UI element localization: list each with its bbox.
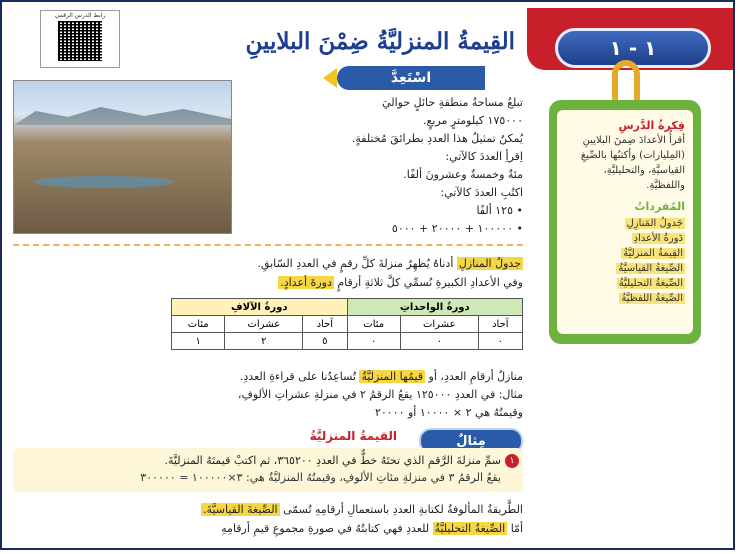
ready-section-tag: اسْتَعِدَّ — [337, 66, 485, 90]
lesson-info-inner — [557, 110, 693, 334]
place-value-paragraph: جدولُ المنازلِ أدناهُ يُظهِرُ منزلةَ كلِّ رقمٍ في العددِ السّابقِ. وفي الأعدادِ الكبيرةِ نُسمِّي كلَّ ثلاثةِ أرقامٍ دورةَ أعدادٍ. — [257, 257, 523, 289]
table-cell: ٠ — [347, 333, 400, 350]
term-place-value: قيمُها المنزليَّةُ — [361, 370, 424, 383]
page-title: القِيمةُ المنزليَّةُ ضِمْنَ البلايينِ — [245, 28, 515, 55]
place-value-explanation: منازلُ أرقامِ العددِ، أو قيمُها المنزليَّةُ تُساعِدُنا على قراءةِ العددِ. مثال: في العددِ ١٢٥٠٠٠ يقعُ الرقمُ ٢ في منزلةِ عشراتِ الألوفِ، وقيمتُهُ هي ٢ × ١٠٠٠٠ أو ٢٠٠٠٠ — [13, 368, 523, 422]
divider — [13, 244, 523, 246]
qr-header: رابط الدرس الرقمي — [54, 12, 106, 19]
vocab-list — [565, 216, 685, 306]
explanation-line: مثال: في العددِ ١٢٥٠٠٠ يقعُ الرقمُ ٢ في منزلةِ عشراتِ الألوفِ، — [237, 388, 523, 401]
ready-line: يُمكنُ تمثيلُ هذا العددِ بطرائقَ مُختلفةٍ. — [351, 132, 523, 145]
table-header: عشرات — [400, 316, 478, 333]
example-number: ١ — [505, 454, 519, 468]
lesson-number: ١ - ١ — [555, 28, 711, 68]
ready-line: • ١٢٥ ألفًا — [476, 204, 523, 217]
table-header: عشرات — [225, 316, 303, 333]
group-thousands: دورةُ الآلافِ — [172, 299, 348, 316]
example-box — [13, 448, 523, 492]
ready-text — [238, 94, 523, 238]
table-header: آحاد — [478, 316, 522, 333]
example-title: القيمةُ المنزليَّةُ — [309, 429, 397, 443]
lesson-info-panel — [549, 100, 701, 344]
table-header: آحاد — [303, 316, 347, 333]
vocab-item: الصِّيغةُ التحليليَّةُ — [618, 278, 683, 289]
vocab-item: الصِّيغةُ القياسيَّةُ — [618, 263, 683, 274]
ready-line: • ١٠٠٠٠٠ + ٢٠٠٠٠ + ٥٠٠٠ — [391, 222, 523, 235]
vocab-item: الصِّيغةُ اللفظيَّةُ — [621, 293, 683, 304]
hail-landscape-photo — [13, 80, 232, 234]
qr-code-icon — [58, 21, 102, 61]
ready-line: اكتُبِ العددَ كالآتي: — [440, 186, 523, 199]
place-value-table — [171, 298, 523, 350]
term-expanded-form: الصِّيغةُ التحليليَّةُ — [434, 522, 506, 535]
vocab-item: جَدولُ المَنازِلِ — [626, 218, 683, 229]
lesson-goal-heading: فِكرةُ الدَّرسِ — [618, 119, 685, 132]
term-period: دورةَ أعدادٍ. — [280, 276, 332, 289]
vocab-item: دَورةُ الأعدادِ — [633, 233, 683, 244]
ready-line: ١٧٥٠٠٠ كيلومترٍ مربعٍ. — [423, 114, 523, 127]
qr-code[interactable] — [40, 10, 120, 68]
example-question: سمِّ منزلةَ الرَّقمِ الذي تحتَهُ خطٌّ في العددِ ٣٦٥٢٠٠، ثم اكتبْ قيمتَهُ المنزليَّةَ. — [164, 454, 501, 467]
term-standard-form: الصِّيغةَ القياسيَّةَ. — [203, 503, 278, 516]
ready-line: اِقرأِ العددَ كالآتي: — [445, 150, 523, 163]
group-ones: دورةُ الواحداتِ — [347, 299, 522, 316]
lesson-goal-text: أقرأُ الأعدادَ ضِمنَ البلايينِ (المِليارات) وأكتبُها بالصِّيغِ القياسيَّةِ، والتحليليَّةِ، واللفظيَّةِ. — [580, 135, 685, 191]
ready-line: تبلغُ مساحةُ منطقةِ حائلٍ حواليَ — [382, 96, 523, 109]
table-cell: ٥ — [303, 333, 347, 350]
standard-form-paragraph: الطَّريقةُ المألوفةُ لكتابةِ العددِ باستعمالِ أرقامِهِ تُسمّى الصِّيغةَ القياسيَّةَ. أمّا الصِّيغةُ التحليليَّةُ للعددِ فهي كتابتُهُ في صورةِ مجموعِ قيمِ أرقامِهِ — [203, 503, 523, 535]
table-cell: ٠ — [400, 333, 478, 350]
table-header: مئات — [172, 316, 225, 333]
ready-line: مئةٌ وخمسةٌ وعشرونَ ألفًا. — [403, 168, 523, 181]
arrow-icon — [323, 68, 337, 88]
vocab-item: القِيمةُ المنزليَّةُ — [623, 248, 683, 259]
table-header: مئات — [347, 316, 400, 333]
table-cell: ٢ — [225, 333, 303, 350]
vocab-heading: المُفرداتُ — [634, 200, 685, 213]
table-cell: ٠ — [478, 333, 522, 350]
explanation-line: وقيمتُهُ هي ٢ × ١٠٠٠٠ أو ٢٠٠٠٠ — [374, 406, 523, 419]
example-tag: مِثالٌ — [419, 428, 523, 454]
table-cell: ١ — [172, 333, 225, 350]
term-place-chart: جدولُ المنازلِ — [458, 257, 521, 270]
example-answer: يقعُ الرقمُ ٣ في منزلةِ مئاتِ الألوفِ، وقيمتُهُ المنزليَّةُ هي: ٣×١٠٠٠٠٠ = ٣٠٠٠٠٠ — [140, 471, 501, 484]
